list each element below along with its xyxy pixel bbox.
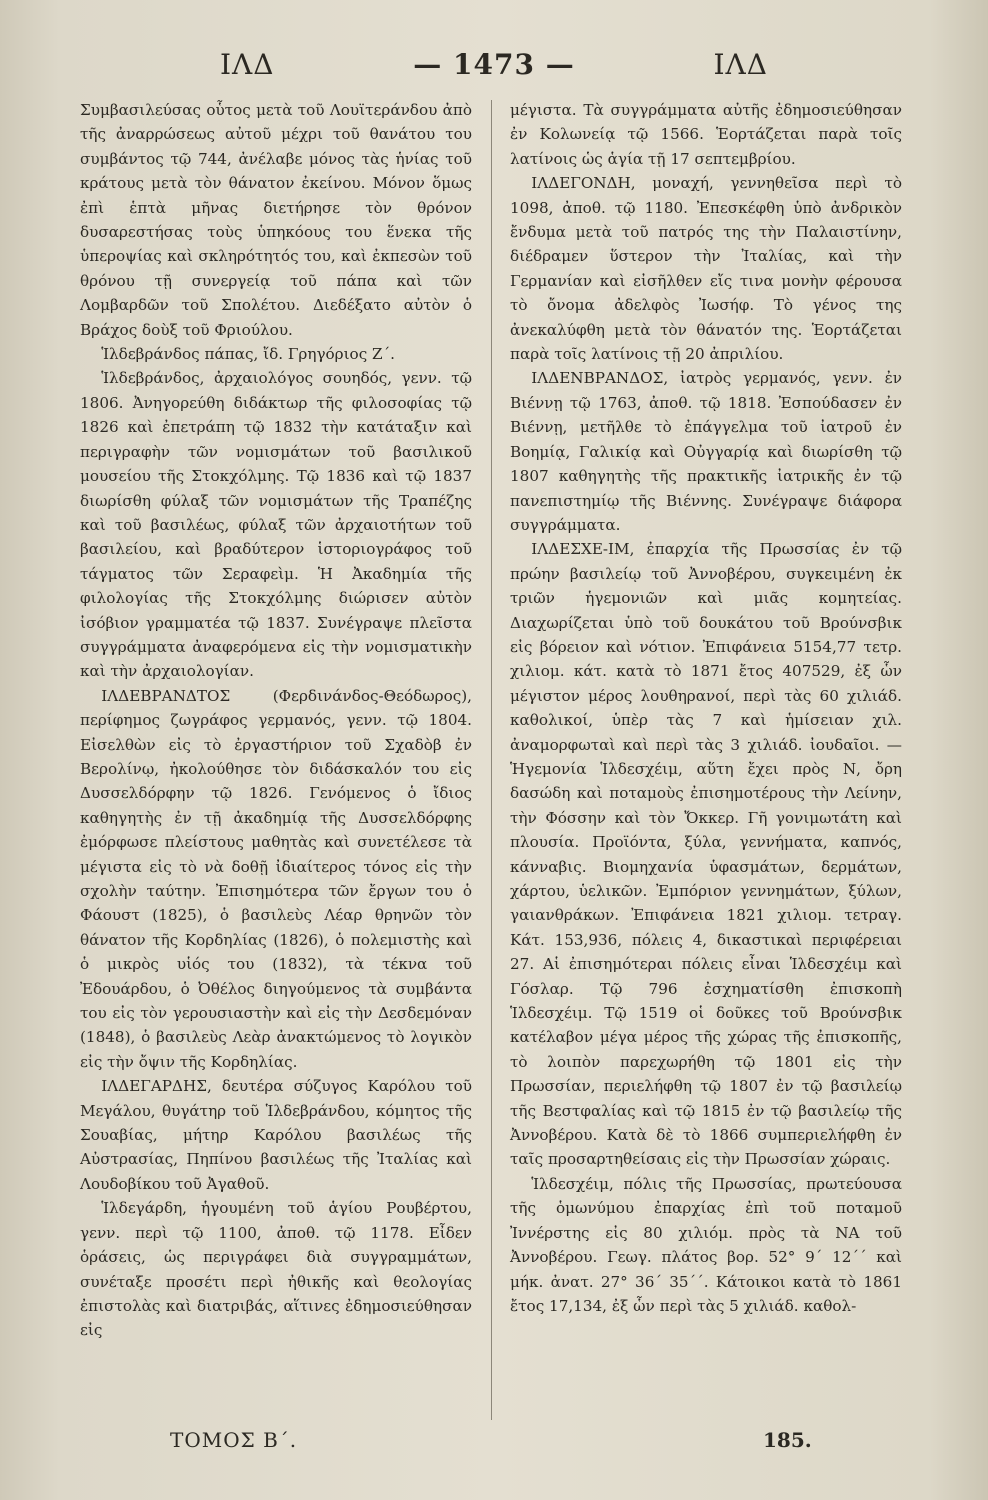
page-number: — 1473 — [413, 48, 575, 81]
column-divider [491, 100, 492, 1420]
paragraph: ΙΛΔΕΓΟΝΔΗ, μοναχή, γεννηθεῖσα περὶ τὸ 1098, ἀποθ. τῷ 1180. Ἐπεσκέφθη ὑπὸ ἀνδρικὸν ἔνδυμα μετὰ τοῦ πατρός της τὴν Παλαιστίνην, διέδραμεν ὕστερον τὴν Ἰταλίας, καὶ τὴν Γερμανίαν καὶ εἰσῆλθεν εἴς τινα μονὴν φέρουσα τὸ ὄνομα ἀδελφὸς Ἰωσήφ. Τὸ γένος της ἀνεκαλύφθη μετὰ τὸν θάνατόν της. Ἑορτάζεται παρὰ τοῖς λατίνοις τῇ 20 ἀπριλίου. [510, 174, 902, 364]
paragraph: ΙΛΔΕΝΒΡΑΝΔΟΣ, ἰατρὸς γερμανός, γενν. ἐν Βιέννῃ τῷ 1763, ἀποθ. τῷ 1818. Ἐσπούδασεν ἐν Βιέννῃ, μετῆλθε τὸ ἐπάγγελμα τοῦ ἰατροῦ ἐν Βοημίᾳ, Γαλικίᾳ καὶ Οὐγγαρίᾳ καὶ διωρίσθη τῷ 1807 καθηγητὴς τῆς πρακτικῆς ἰατρικῆς ἐν τῷ πανεπιστημίῳ τῆς Βιέννης. Συνέγραψε διάφορα συγγράμματα. [510, 369, 902, 534]
header-left-keyword: ΙΛΔ [220, 48, 275, 81]
page-header [70, 48, 918, 88]
left-column [80, 98, 472, 1343]
header-right-keyword: ΙΛΔ [713, 48, 768, 81]
paragraph: μέγιστα. Τὰ συγγράμματα αὐτῆς ἐδημοσιεύθησαν ἐν Κολωνείᾳ τῷ 1566. Ἑορτάζεται παρὰ τοῖς λατίνοις ὡς ἁγία τῇ 17 σεπτεμβρίου. [510, 101, 902, 168]
paragraph: ΙΛΔΕΣΧΕ-ΙΜ, ἐπαρχία τῆς Πρωσσίας ἐν τῷ πρώην βασιλείῳ τοῦ Ἀννοβέρου, συγκειμένη ἐκ τριῶν ἡγεμονιῶν καὶ μιᾶς κομητείας. Διαχωρίζεται ὑπὸ τοῦ δουκάτου τοῦ Βρούνσβικ εἰς βόρειον καὶ νότιον. Ἐπιφάνεια 5154,77 τετρ. χιλιομ. κάτ. κατὰ τὸ 1871 ἔτος 407529, ἐξ ὧν μέγιστον μέρος λουθηρανοί, περὶ τὰς 60 χιλιάδ. καθολικοί, ὑπὲρ τὰς 7 καὶ ἡμίσειαν χιλ. ἀναμορφωταὶ καὶ περὶ τὰς 3 χιλιάδ. ἰουδαῖοι. — Ἡγεμονία Ἱλδεσχέιμ, αὕτη ἔχει πρὸς Ν, ὄρη δασώδη καὶ ποταμοὺς ἐπισημοτέρους τὴν Λείνην, τὴν Φόσσην καὶ τὸν Ὄκκερ. Γῆ γονιμωτάτη καὶ πλουσία. Προϊόντα, ξύλα, γεννήματα, καπνός, κάνναβις. Βιομηχανία ὑφασμάτων, δερμάτων, χάρτου, ὑελικῶν. Ἐμπόριον γεννημάτων, ξύλων, γαιανθράκων. Ἐπιφάνεια 1821 χιλιομ. τετραγ. Κάτ. 153,936, πόλεις 4, δικαστικαὶ περιφέρειαι 27. Αἱ ἐπισημότεραι πόλεις εἶναι Ἱλδεσχέιμ καὶ Γόσλαρ. Τῷ 796 ἐσχηματίσθη ἐπισκοπὴ Ἱλδεσχέιμ. Τῷ 1519 οἱ δοῦκες τοῦ Βρούνσβικ κατέλαβον μέγα μέρος τῆς χώρας τῆς ἐπισκοπῆς, τὸ λοιπὸν παρεχωρήθη τῷ 1801 εἰς τὴν Πρωσσίαν, περιελήφθη τῷ 1807 ἐν τῷ βασιλείῳ τῆς Βεστφαλίας καὶ τῷ 1815 ἐν τῷ βασιλείῳ τῆς Ἀννοβέρου. Κατὰ δὲ τὸ 1866 συμπεριελήφθη ἐν ταῖς προσαρτηθείσαις εἰς τὴν Πρωσσίαν χώραις. [510, 540, 902, 1169]
paragraph: Συμβασιλεύσας οὗτος μετὰ τοῦ Λουϊτεράνδου ἀπὸ τῆς ἀναρρώσεως αὐτοῦ μέχρι τοῦ θανάτου του συμβάντος τῷ 744, ἀνέλαβε μόνος τὰς ἡνίας τοῦ κράτους μετὰ τὸν θάνατον ἐκείνου. Μόνον ὅμως ἐπὶ ἑπτὰ μῆνας διετήρησε τὸν θρόνον δυσαρεστήσας τοὺς ὑπηκόους του ἕνεκα τῆς ὑπεροψίας καὶ σκληρότητός του, καὶ ἐκπεσὼν τοῦ θρόνου τῇ συνεργείᾳ τοῦ πάπα καὶ τῶν Λομβαρδῶν τοῦ Σπολέτου. Διεδέξατο αὐτὸν ὁ Βράχος δοὺξ τοῦ Φριούλου. [80, 101, 472, 339]
paragraph: Ἱλδεγάρδη, ἡγουμένη τοῦ ἁγίου Ρουβέρτου, γενν. περὶ τῷ 1100, ἀποθ. τῷ 1178. Εἶδεν ὁράσεις, ὡς περιγράφει διὰ συγγραμμάτων, συνέταξε προσέτι περὶ ἠθικῆς καὶ θεολογίας ἐπιστολὰς καὶ διατριβάς, αἵτινες ἐδημοσιεύθησαν εἰς [80, 1199, 472, 1340]
page-footer [0, 1428, 988, 1458]
paragraph: Ἱλδεβράνδος πάπας, ἴδ. Γρηγόριος Ζ΄. [101, 345, 396, 364]
paragraph: Ἱλδεσχέιμ, πόλις τῆς Πρωσσίας, πρωτεύουσα τῆς ὁμωνύμου ἐπαρχίας ἐπὶ τοῦ ποταμοῦ Ἰννέρστης εἰς 80 χιλιόμ. πρὸς τὰ ΝΑ τοῦ Ἀννοβέρου. Γεωγ. πλάτος βορ. 52° 9΄ 12΄΄ καὶ μήκ. ἀνατ. 27° 36΄ 35΄΄. Κάτοικοι κατὰ τὸ 1861 ἔτος 17,134, ἐξ ὧν περὶ τὰς 5 χιλιάδ. καθολ- [510, 1174, 902, 1315]
paragraph: ΙΛΔΕΒΡΑΝΔΤΟΣ (Φερδινάνδος-Θεόδωρος), περίφημος ζωγράφος γερμανός, γενν. τῷ 1804. Εἰσελθὼν εἰς τὸ ἐργαστήριον τοῦ Σχαδὸβ ἐν Βερολίνῳ, ἠκολούθησε τὸν διδάσκαλόν του εἰς Δυσσελδόρφην τῷ 1826. Γενόμενος ὁ ἴδιος καθηγητὴς ἐν τῇ ἀκαδημίᾳ τῆς Δυσσελδόρφης ἐμόρφωσε πλείστους μαθητὰς καὶ συνετέλεσε τὰ μέγιστα εἰς τὸ νὰ δοθῇ ἰδιαίτερος τόνος εἰς τὴν σχολὴν ταύτην. Ἐπισημότερα τῶν ἔργων του ὁ Φάουστ (1825), ὁ βασιλεὺς Λέαρ θρηνῶν τὸν θάνατον τῆς Κορδηλίας (1826), ὁ πολεμιστὴς καὶ ὁ μικρὸς υἱός του (1832), τὰ τέκνα τοῦ Ἐδουάρδου, ὁ Ὀθέλος διηγούμενος τὰ συμβάντα του εἰς τὸν γερουσιαστὴν καὶ εἰς τὴν Δεσδεμόναν (1848), ὁ βασιλεὺς Λεὰρ ἀνακτώμενος τὸ λογικὸν εἰς τὴν ὄψιν τῆς Κορδηλίας. [80, 686, 472, 1071]
volume-label: ΤΟΜΟΣ Β΄. [170, 1428, 298, 1452]
paragraph: ΙΛΔΕΓΑΡΔΗΣ, δευτέρα σύζυγος Καρόλου τοῦ Μεγάλου, θυγάτηρ τοῦ Ἱλδεβράνδου, κόμητος τῆς Σουαβίας, μήτηρ Καρόλου βασιλέως τῆς Αὐστρασίας, Πηπίνου βασιλέως τῆς Ἰταλίας καὶ Λουδοβίκου τοῦ Ἀγαθοῦ. [80, 1077, 472, 1193]
signature-mark: 185. [763, 1428, 812, 1452]
paragraph: Ἱλδεβράνδος, ἀρχαιολόγος σουηδός, γενν. τῷ 1806. Ἀνηγορεύθη διδάκτωρ τῆς φιλοσοφίας τῷ 1826 καὶ ἐπετράπη τῷ 1832 τὴν κατάταξιν καὶ περιγραφὴν τῶν νομισμάτων τοῦ βασιλικοῦ μουσείου τῆς Στοκχόλμης. Τῷ 1836 καὶ τῷ 1837 διωρίσθη φύλαξ τῶν νομισμάτων τῆς Τραπέζης καὶ τοῦ βασιλέως, φύλαξ τῶν ἀρχαιοτήτων τοῦ βασιλείου, καὶ βραδύτερον ἱστοριογράφος τοῦ τάγματος τῶν Σεραφεὶμ. Ἡ Ἀκαδημία τῆς φιλολογίας τῆς Στοκχόλμης διώρισεν αὐτὸν ἰσόβιον γραμματέα τῷ 1837. Συνέγραψε πλεῖστα συγγράμματα ἀναφερόμενα εἰς τὴν νομισματικὴν καὶ τὴν ἀρχαιολογίαν. [80, 369, 472, 681]
right-column [510, 98, 902, 1318]
